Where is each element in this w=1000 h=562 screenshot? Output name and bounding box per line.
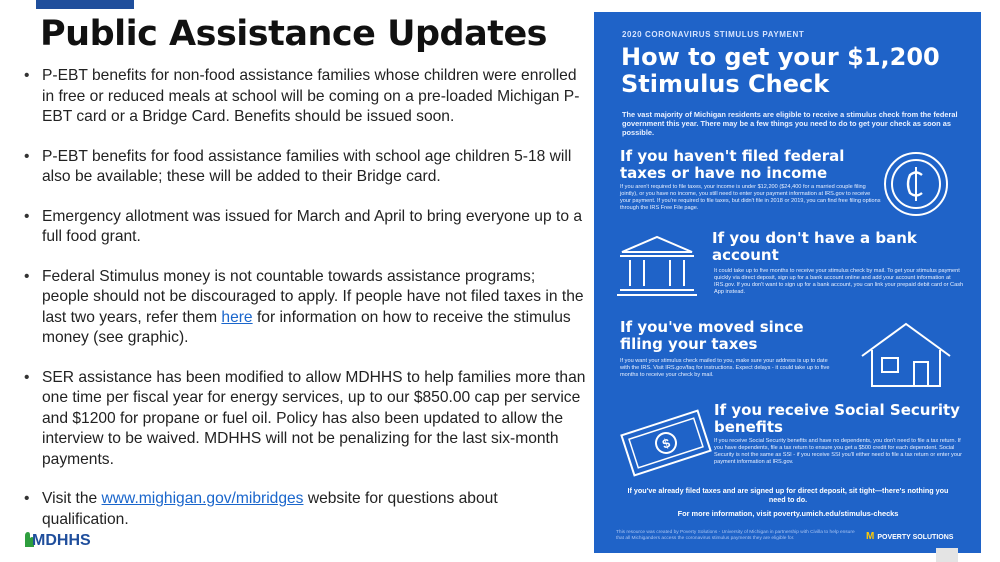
- dollar-bill-icon: [616, 408, 716, 478]
- section-body-no-bank: It could take up to five months to receive your stimulus check by mail. To get your stimulus payment quickly via direct deposit, sign up for a bank account online and add your account information at IRS.gov. If you don't want to sign up for a bank account, you can link your prepaid debit card or Cash App instead.: [714, 268, 964, 295]
- bullet-list: [20, 66, 586, 549]
- bullet-pebt-nonfood: • P-EBT benefits for non-food assistance families whose children were enrolled in free or reduced meals at school will be coming on a pre-loaded Michigan P-EBT card or a Bridge Card. Benefits should be issued soon.: [20, 66, 586, 128]
- bullet-text: for information on how to receive the stimulus money (see graphic).: [42, 308, 571, 346]
- stimulus-infographic: [594, 12, 981, 553]
- logo-text: MDHHS: [32, 532, 91, 549]
- infographic-title: How to get your $1,200 Stimulus Check: [621, 43, 940, 98]
- here-link[interactable]: here: [221, 308, 253, 326]
- infographic-kicker: 2020 CORONAVIRUS STIMULUS PAYMENT: [622, 30, 805, 39]
- brand-text: POVERTY SOLUTIONS: [877, 534, 954, 541]
- bullet-ser-assistance: • SER assistance has been modified to allow MDHHS to help families more than one time per fiscal year for energy services, up to our $850.00 cap per service and $1200 for propane or fuel oil. Policy has also been updated to allow the interview to be waived. MDHHS will not be penalizing for the last six-month payments.: [20, 368, 586, 471]
- infographic-intro: The vast majority of Michigan residents are eligible to receive a stimulus check from the federal government this year. There may be a few things you need to do to get your check as soon as possible.: [622, 110, 958, 137]
- slide-corner-decoration: [936, 548, 958, 562]
- umich-block-m-icon: M: [866, 531, 875, 542]
- bullet-pebt-food: • P-EBT benefits for food assistance families with school age children 5-18 will also be available; these will be added to their Bridge card.: [20, 147, 586, 188]
- bullet-text: Federal Stimulus money is not countable towards assistance programs; people should not be discouraged to apply. If people have not filed taxes in the last two years, refer them: [42, 267, 584, 326]
- cent-coin-icon: [882, 150, 950, 218]
- bullet-text: Visit the: [42, 490, 102, 507]
- infographic-credit: This resource was created by Poverty Solutions - University of Michigan in partnership with Civilla to help ensure that all Michiganders access the coronavirus stimulus payments they are eligible for.: [616, 530, 855, 541]
- infographic-footer-link: For more information, visit poverty.umich.edu/stimulus-checks: [677, 509, 899, 518]
- bullet-federal-stimulus: [20, 267, 586, 349]
- bank-icon: [616, 234, 698, 300]
- section-heading-moved: If you've moved since filing your taxes: [620, 318, 804, 353]
- house-icon: [856, 320, 956, 390]
- mibridges-link[interactable]: www.mighigan.gov/mibridges: [101, 490, 304, 507]
- section-heading-no-taxes: If you haven't filed federal taxes or have no income: [620, 147, 845, 182]
- section-body-social-security: If you receive Social Security benefits and have no dependents, you don't need to file a tax return. If you have dependents, file a tax return to ensure you get a $500 credit for each dependent. Social Security is not the same as SSI - if you receive SSI you'll either need to file a tax return or enter your payment information at IRS.gov.: [714, 438, 962, 465]
- infographic-footer-note: If you've already filed taxes and are signed up for direct deposit, sit tight—there's nothing you need to do.: [627, 486, 949, 504]
- bullet-emergency-allotment: • Emergency allotment was issued for March and April to bring everyone up to a full food grant.: [20, 207, 586, 248]
- section-heading-no-bank: If you don't have a bank account: [712, 229, 917, 264]
- svg-text:$: $: [660, 435, 672, 452]
- section-body-moved: If you want your stimulus check mailed to you, make sure your address is up to date with the IRS. Visit IRS.gov/faq for instructions. Expect delays - it could take up to five months to receive your check by mail.: [620, 358, 830, 378]
- poverty-solutions-logo: [866, 531, 953, 542]
- section-body-no-taxes: If you aren't required to file taxes, your income is under $12,200 ($24,400 for a married couple filing jointly), or you have no income, you still need to enter your payment information at IRS.gov to receive your payment. If you're required to file taxes, but didn't file in 2018 or 2019, you can find free filing options through the IRS Free File page.: [620, 184, 881, 211]
- bullet-text: website for questions about qualification.: [42, 490, 498, 528]
- page-title: Public Assistance Updates: [40, 14, 548, 54]
- bullet-mibridges: [20, 489, 586, 530]
- mdhhs-logo: [22, 530, 92, 552]
- top-accent-bar: [36, 0, 134, 9]
- section-heading-social-security: If you receive Social Security benefits: [714, 401, 960, 436]
